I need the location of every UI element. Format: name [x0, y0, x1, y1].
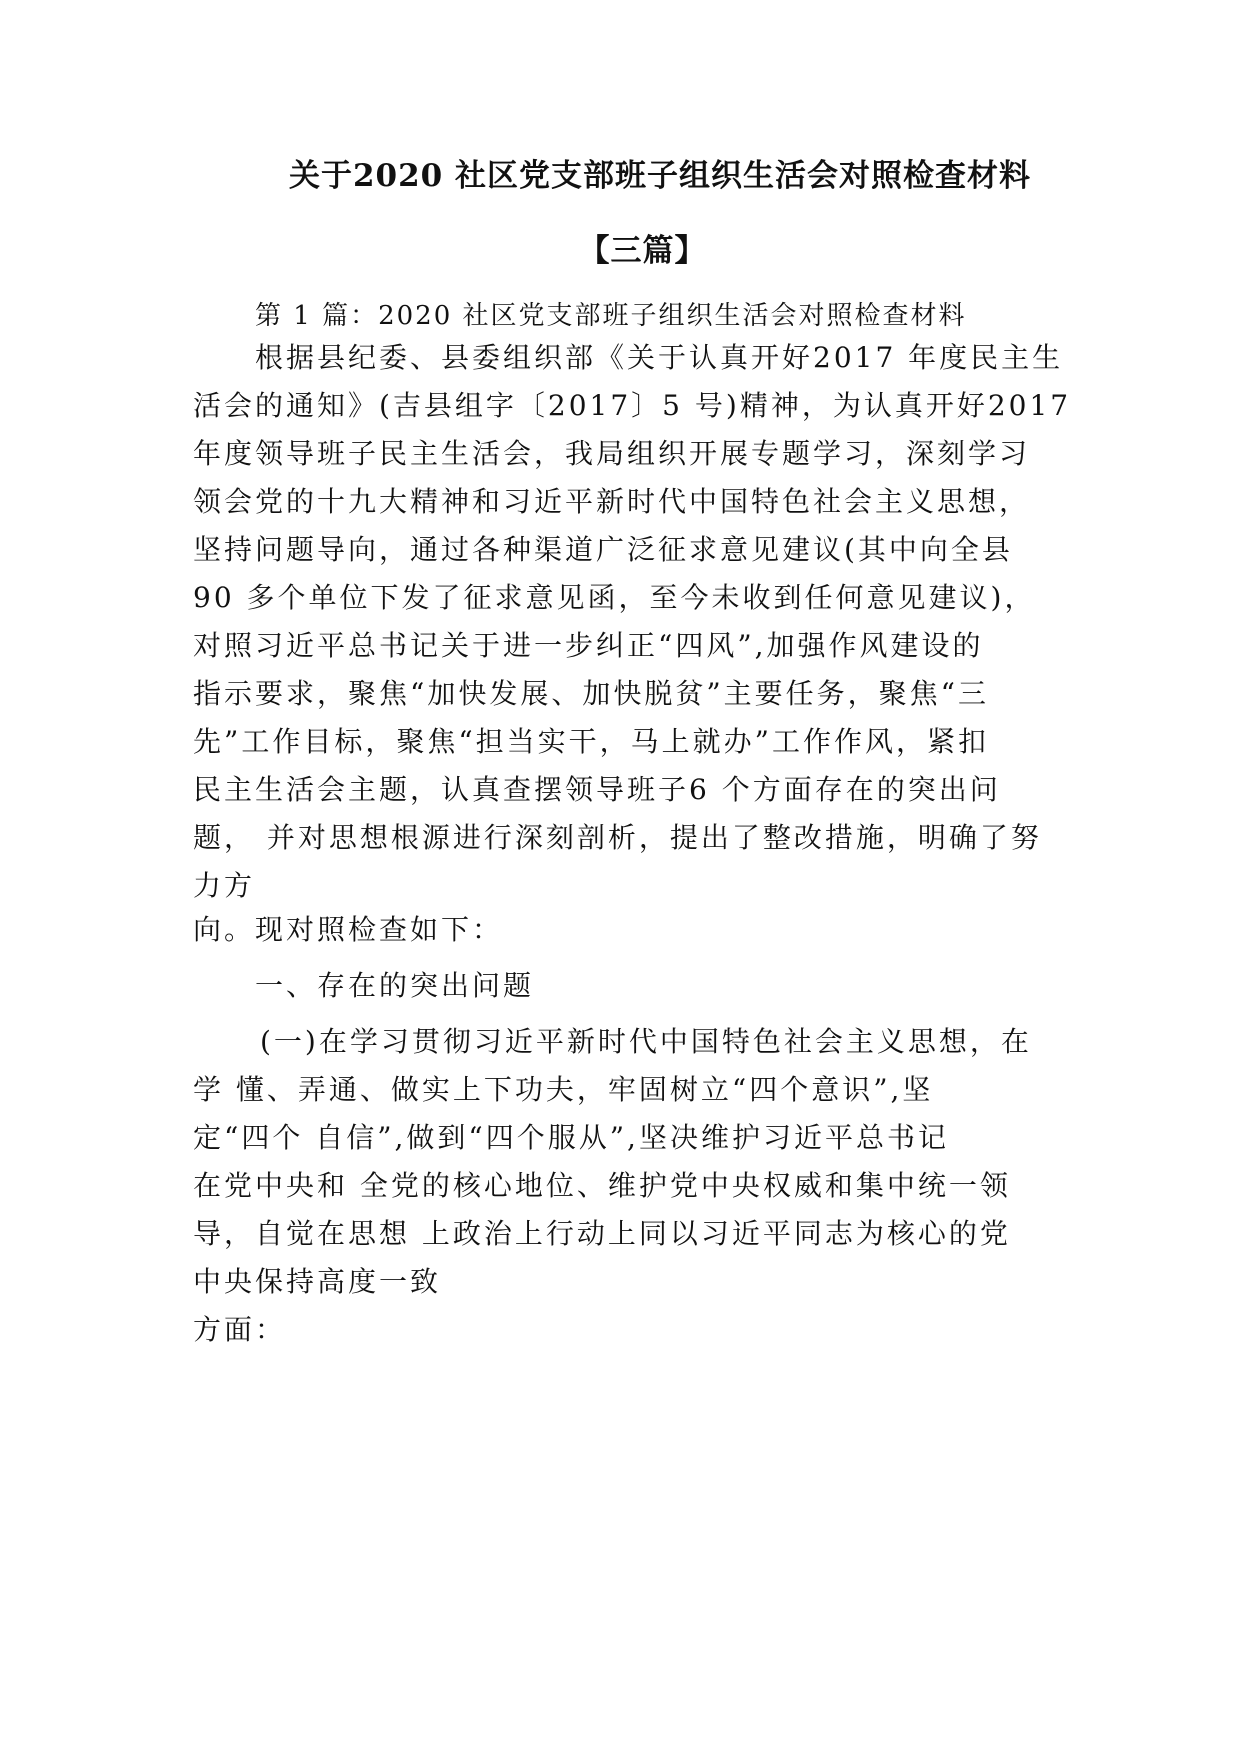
paragraph-line: (一)在学习贯彻习近平新时代中国特色社会主义思想，在 [260, 1025, 1032, 1058]
paragraph-line: 题， 并对思想根源进行深刻剖析，提出了整改措施，明确了努 [193, 821, 1042, 854]
paragraph-line: 力方 [193, 869, 256, 902]
paragraph-line: 先”工作目标，聚焦“担当实干，马上就办”工作作风，紧扣 [193, 725, 989, 758]
paragraph-line: 定“四个 自信”,做到“四个服从”,坚决维护习近平总书记 [193, 1121, 949, 1154]
paragraph-line: 在党中央和 全党的核心地位、维护党中央权威和集中统一领 [193, 1169, 1011, 1202]
paragraph-line: 90 多个单位下发了征求意见函，至今未收到任何意见建议)， [193, 581, 1036, 614]
paragraph-line: 导，自觉在思想 上政治上行动上同以习近平同志为核心的党 [193, 1217, 1011, 1250]
paragraph-line: 向。现对照检查如下： [193, 913, 504, 946]
paragraph-line: 年度领导班子民主生活会，我局组织开展专题学习，深刻学习 [193, 437, 1031, 470]
paragraph-line: 学 懂、弄通、做实上下功夫，牢固树立“四个意识”,坚 [193, 1073, 934, 1106]
document-title-line1: 关于2020 社区党支部班子组织生活会对照检查材料 [288, 158, 1032, 194]
section-heading: 一、存在的突出问题 [255, 969, 535, 1002]
document-title-line2: 【三篇】 [578, 233, 707, 269]
paragraph-line: 指示要求，聚焦“加快发展、加快脱贫”主要任务，聚焦“三 [193, 677, 989, 710]
paragraph-line: 民主生活会主题，认真查摆领导班子6 个方面存在的突出问 [193, 773, 1001, 806]
chapter-heading: 第 1 篇：2020 社区党支部班子组织生活会对照检查材料 [255, 301, 967, 331]
paragraph-line: 中央保持高度一致 [193, 1265, 442, 1298]
paragraph-line: 对照习近平总书记关于进一步纠正“四风”,加强作风建设的 [193, 629, 984, 662]
paragraph-line: 领会党的十九大精神和习近平新时代中国特色社会主义思想， [193, 485, 1031, 518]
paragraph-line: 根据县纪委、县委组织部《关于认真开好2017 年度民主生 [255, 341, 1064, 374]
paragraph-line: 坚持问题导向，通过各种渠道广泛征求意见建议(其中向全县 [193, 533, 1013, 566]
paragraph-line: 活会的通知》(吉县组字〔2017〕5 号)精神，为认真开好2017 [193, 389, 1072, 422]
paragraph-line: 方面： [193, 1313, 287, 1346]
